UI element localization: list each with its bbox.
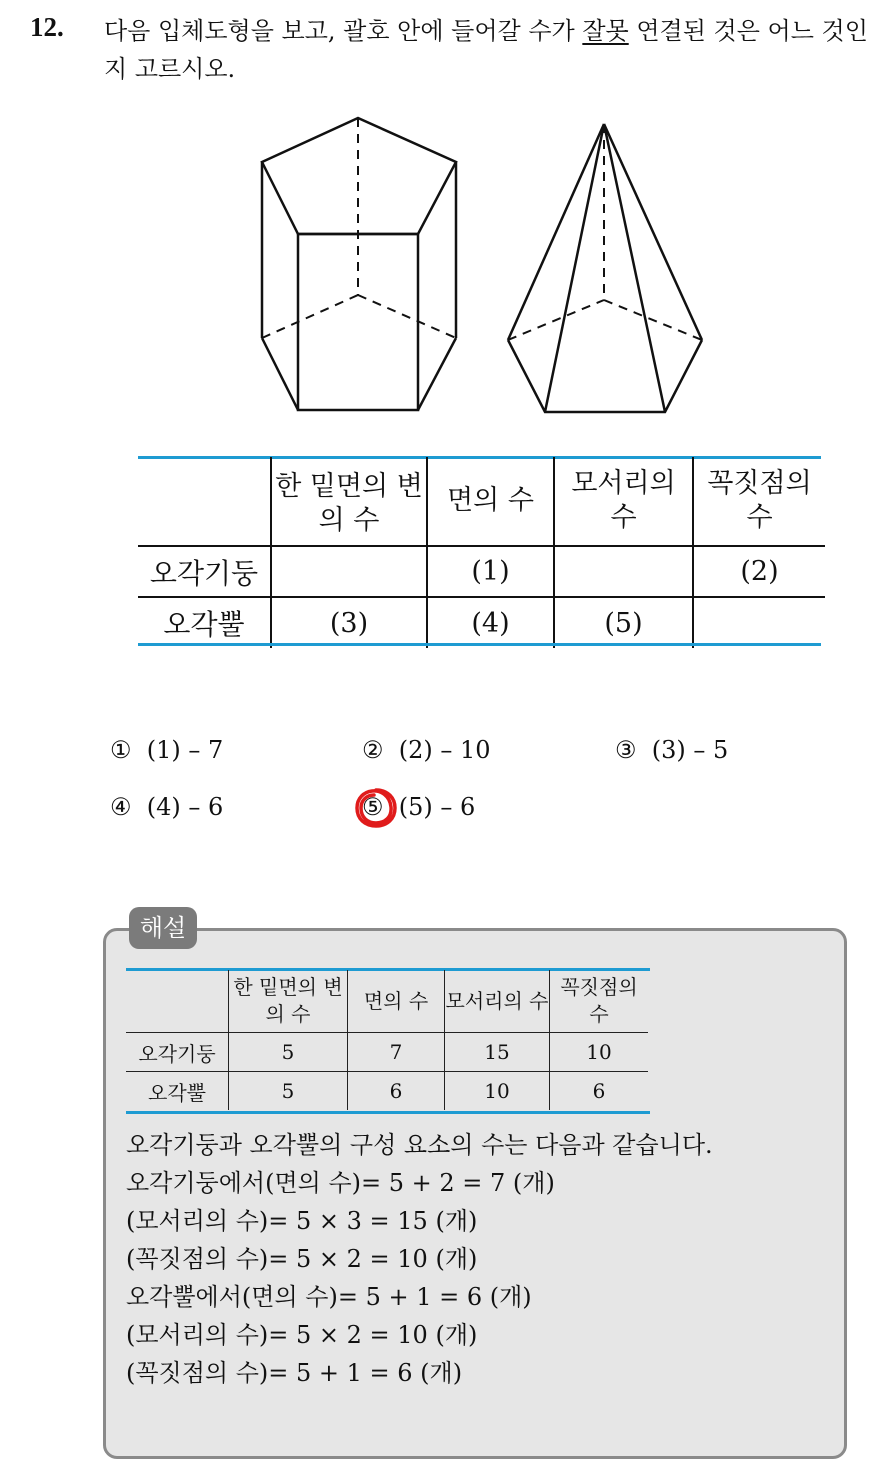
row-label-prism: 오각기둥 [138, 546, 271, 597]
table-cell: 6 [348, 1072, 445, 1111]
solution-table [126, 970, 648, 1110]
solid-figures [0, 100, 884, 420]
question-text: 다음 입체도형을 보고, 괄호 안에 들어갈 수가 잘못 연결된 것은 어느 것인지 고르시오. [104, 17, 868, 83]
header-base-sides: 한 밑면의 변의 수 [271, 457, 427, 546]
choice-4[interactable]: ④ (4) – 6 [110, 793, 224, 821]
table-cell: 7 [348, 1033, 445, 1072]
table-cell [693, 597, 825, 648]
table-cell: 15 [445, 1033, 550, 1072]
header-vertices: 꼭짓점의 수 [550, 970, 649, 1033]
underlined-word: 잘못 [582, 17, 629, 45]
table-cell: 5 [229, 1072, 348, 1111]
header-faces: 면의 수 [348, 970, 445, 1033]
table-cell [271, 546, 427, 597]
table-cell: (4) [427, 597, 554, 648]
table-cell: (3) [271, 597, 427, 648]
row-label-pyramid: 오각뿔 [138, 597, 271, 648]
table-cell: (5) [554, 597, 693, 648]
header-empty [126, 970, 229, 1033]
solution-line: (꼭짓점의 수)= 5 + 1 = 6 (개) [126, 1359, 463, 1387]
header-edges: 모서리의 수 [445, 970, 550, 1033]
choice-2[interactable]: ② (2) – 10 [362, 736, 491, 764]
choice-5[interactable]: ⑤ (5) – 6 [362, 793, 476, 821]
table-cell: 10 [445, 1072, 550, 1111]
header-edges: 모서리의 수 [554, 457, 693, 546]
row-label-prism: 오각기둥 [126, 1033, 229, 1072]
pentagonal-prism [262, 118, 456, 410]
table-cell: (1) [427, 546, 554, 597]
choice-3[interactable]: ③ (3) – 5 [615, 736, 729, 764]
solution-line: (모서리의 수)= 5 × 3 = 15 (개) [126, 1207, 478, 1235]
question-table [138, 457, 825, 648]
solution-table-bottom-rule [126, 1111, 650, 1114]
solution-tag: 해설 [129, 907, 197, 949]
solution-line: 오각기둥과 오각뿔의 구성 요소의 수는 다음과 같습니다. [126, 1131, 713, 1159]
solution-line: 오각기둥에서(면의 수)= 5 + 2 = 7 (개) [126, 1169, 555, 1197]
table-cell: 6 [592, 1079, 606, 1103]
table-bottom-rule [138, 643, 821, 646]
table-cell: 5 [229, 1033, 348, 1072]
solution-text [126, 1126, 713, 1392]
header-empty [138, 457, 271, 546]
table-cell: 10 [550, 1033, 649, 1072]
solution-line: 오각뿔에서(면의 수)= 5 + 1 = 6 (개) [126, 1283, 532, 1311]
question-number: 12. [30, 12, 64, 42]
header-faces: 면의 수 [427, 457, 554, 546]
header-vertices: 꼭짓점의 수 [693, 457, 825, 546]
row-label-pyramid: 오각뿔 [126, 1072, 229, 1111]
solution-line: (모서리의 수)= 5 × 2 = 10 (개) [126, 1321, 478, 1349]
answer-circle-mark [354, 786, 398, 830]
table-cell [554, 546, 693, 597]
pentagonal-pyramid [508, 124, 702, 412]
table-cell: (2) [693, 546, 825, 597]
header-base-sides: 한 밑면의 변의 수 [229, 970, 348, 1033]
choice-1[interactable]: ① (1) – 7 [110, 736, 224, 764]
solution-line: (꼭짓점의 수)= 5 × 2 = 10 (개) [126, 1245, 478, 1273]
